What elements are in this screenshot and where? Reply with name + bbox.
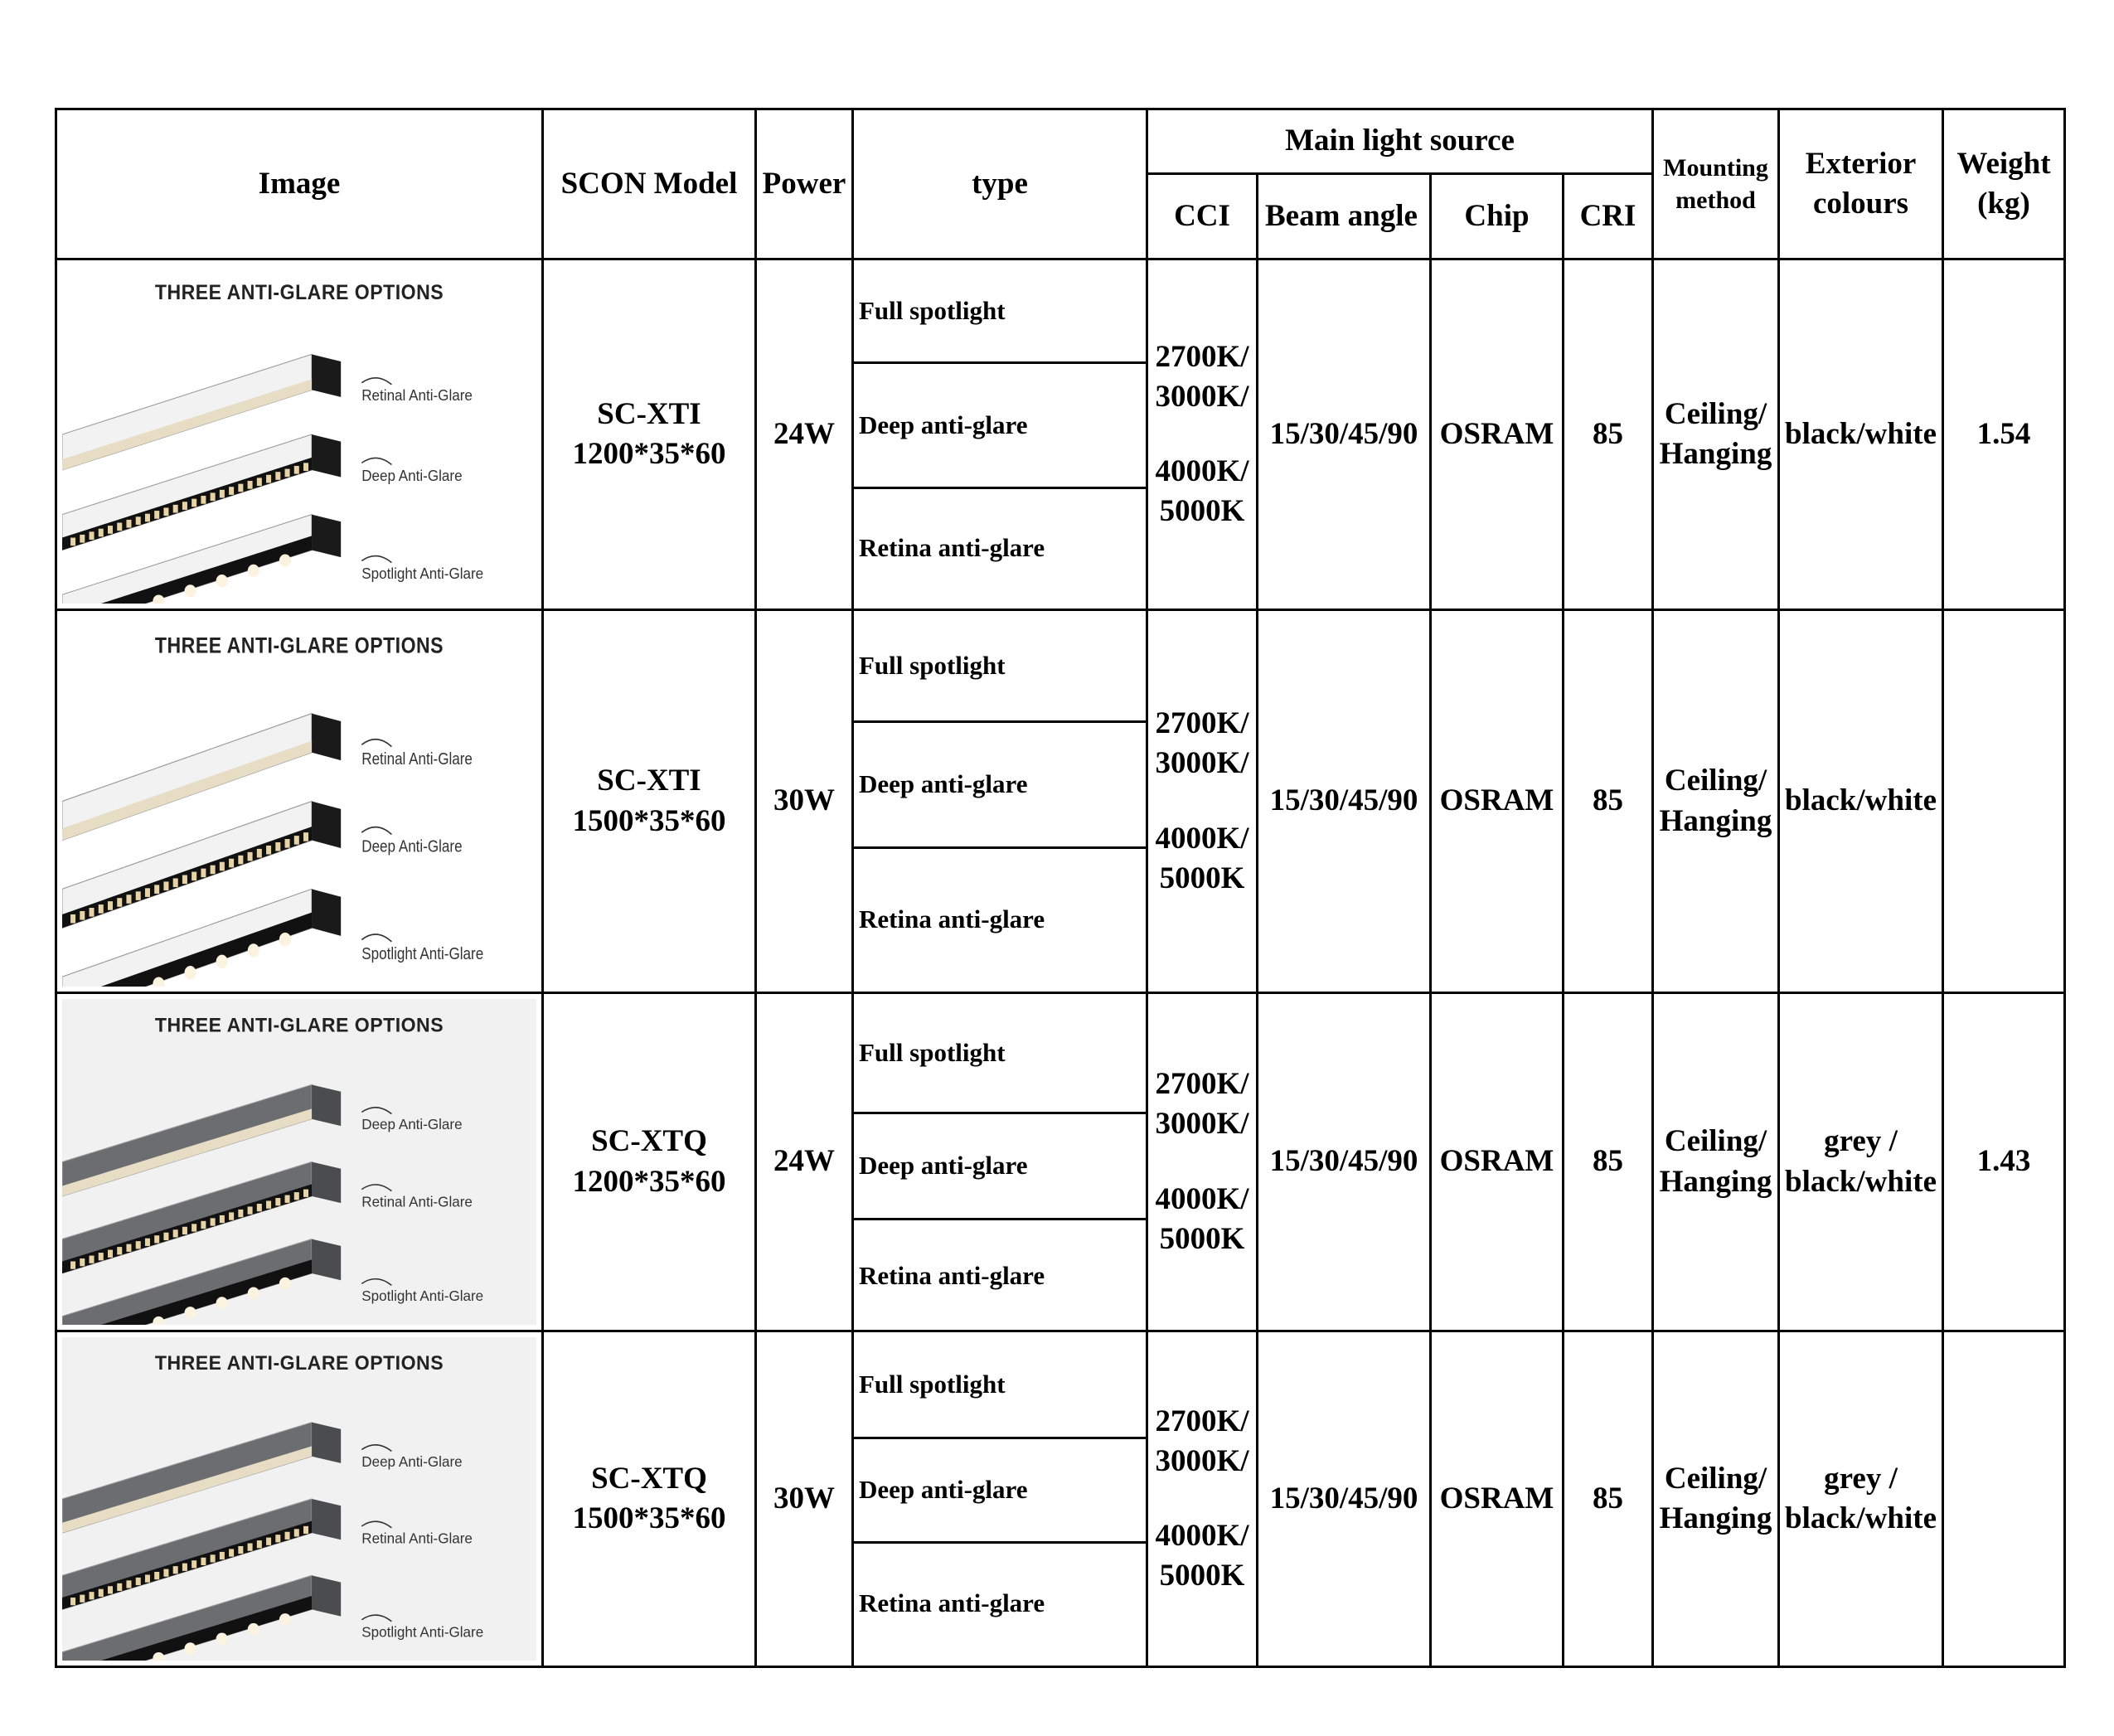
mounting-value: Hanging bbox=[1659, 803, 1772, 838]
power-cell bbox=[756, 1331, 853, 1667]
header-cri: CRI bbox=[1564, 174, 1653, 259]
option-label: Deep Anti-Glare bbox=[361, 1115, 463, 1133]
mounting-value: Ceiling/ bbox=[1664, 764, 1767, 798]
option-label: Retinal Anti-Glare bbox=[361, 1530, 473, 1547]
header-cci: CCI bbox=[1147, 174, 1258, 259]
type-list bbox=[854, 1332, 1146, 1666]
weight-value: 1.43 bbox=[1976, 1144, 2031, 1179]
beam-cell bbox=[1258, 993, 1431, 1331]
type-cell bbox=[853, 993, 1147, 1331]
cri-cell bbox=[1564, 610, 1653, 993]
cri-value: 85 bbox=[1593, 1481, 1623, 1515]
type-item: Deep anti-glare bbox=[854, 1112, 1146, 1218]
option-label: Retinal Anti-Glare bbox=[361, 386, 473, 405]
mounting-value: Ceiling/ bbox=[1664, 1461, 1767, 1496]
exterior-colour-cell bbox=[1779, 259, 1943, 610]
type-item: Retina anti-glare bbox=[854, 846, 1146, 990]
product-image bbox=[62, 999, 536, 1325]
mounting-cell bbox=[1653, 259, 1779, 610]
image-cell bbox=[56, 259, 543, 610]
chip-cell bbox=[1431, 259, 1564, 610]
model-cell bbox=[543, 259, 756, 610]
option-label: Retinal Anti-Glare bbox=[361, 749, 473, 769]
option-label: Spotlight Anti-Glare bbox=[361, 1287, 484, 1305]
header-chip: Chip bbox=[1431, 174, 1564, 259]
power-cell bbox=[756, 259, 853, 610]
type-item: Full spotlight bbox=[859, 295, 1006, 325]
weight-cell bbox=[1943, 259, 2065, 610]
model-dimensions: 1200*35*60 bbox=[572, 437, 726, 471]
beam-angle-value: 15/30/45/90 bbox=[1269, 1481, 1418, 1515]
cct-value: 3000K/ bbox=[1155, 1443, 1249, 1478]
header-main-light-source: Main light source bbox=[1147, 109, 1653, 174]
type-cell bbox=[853, 1331, 1147, 1667]
weight-value: 1.54 bbox=[1976, 416, 2031, 451]
image-title: THREE ANTI-GLARE OPTIONS bbox=[154, 1351, 444, 1375]
header-type: type bbox=[853, 109, 1147, 259]
product-image bbox=[62, 1337, 536, 1661]
cct-cell bbox=[1147, 259, 1258, 610]
model-name: SC-XTQ bbox=[591, 1461, 707, 1496]
exterior-colour-cell bbox=[1779, 993, 1943, 1331]
header-weight: Weight (kg) bbox=[1943, 109, 2065, 259]
beam-cell bbox=[1258, 259, 1431, 610]
power-value: 24W bbox=[773, 416, 835, 451]
mounting-value: Ceiling/ bbox=[1664, 396, 1767, 431]
model-cell bbox=[543, 1331, 756, 1667]
power-value: 30W bbox=[773, 1481, 835, 1515]
image-cell bbox=[56, 610, 543, 993]
type-item: Full spotlight bbox=[859, 650, 1006, 680]
header-image: Image bbox=[56, 109, 543, 259]
cri-value: 85 bbox=[1593, 1144, 1623, 1179]
mounting-cell bbox=[1653, 610, 1779, 993]
model-name: SC-XTI bbox=[597, 764, 701, 798]
type-item: Full spotlight bbox=[859, 1369, 1006, 1399]
model-dimensions: 1500*35*60 bbox=[572, 1501, 726, 1535]
type-item: Retina anti-glare bbox=[854, 1218, 1146, 1332]
model-cell bbox=[543, 993, 756, 1331]
cct-value: 2700K/ bbox=[1155, 1404, 1249, 1438]
spec-table bbox=[55, 108, 2066, 1668]
model-dimensions: 1500*35*60 bbox=[572, 803, 726, 838]
type-item: Deep anti-glare bbox=[854, 720, 1146, 846]
chip-cell bbox=[1431, 1331, 1564, 1667]
image-cell bbox=[56, 1331, 543, 1667]
mounting-cell bbox=[1653, 993, 1779, 1331]
cri-cell bbox=[1564, 1331, 1653, 1667]
mounting-value: Hanging bbox=[1659, 437, 1772, 471]
model-name: SC-XTQ bbox=[591, 1124, 707, 1159]
image-title: THREE ANTI-GLARE OPTIONS bbox=[154, 633, 444, 659]
beam-angle-value: 15/30/45/90 bbox=[1269, 416, 1418, 451]
cct-cell bbox=[1147, 610, 1258, 993]
cct-value: 2700K/ bbox=[1155, 339, 1249, 374]
cct-value: 5000K bbox=[1159, 1559, 1245, 1593]
chip-value: OSRAM bbox=[1439, 783, 1554, 818]
table-row bbox=[56, 993, 2065, 1331]
mounting-cell bbox=[1653, 1331, 1779, 1667]
option-label: Deep Anti-Glare bbox=[361, 467, 463, 484]
header-beam-angle: Beam angle bbox=[1258, 174, 1431, 259]
beam-cell bbox=[1258, 610, 1431, 993]
weight-cell bbox=[1943, 1331, 2065, 1667]
table-body bbox=[56, 259, 2065, 1667]
cct-value: 3000K/ bbox=[1155, 746, 1249, 781]
type-item: Retina anti-glare bbox=[854, 1541, 1146, 1664]
cct-value: 2700K/ bbox=[1155, 1067, 1249, 1102]
chip-cell bbox=[1431, 610, 1564, 993]
cri-cell bbox=[1564, 993, 1653, 1331]
cct-value: 4000K/ bbox=[1155, 1181, 1249, 1216]
power-cell bbox=[756, 993, 853, 1331]
table-row bbox=[56, 1331, 2065, 1667]
table-row bbox=[56, 610, 2065, 993]
power-cell bbox=[756, 610, 853, 993]
type-item: Full spotlight bbox=[859, 1037, 1006, 1067]
chip-cell bbox=[1431, 993, 1564, 1331]
exterior-colour-value: black/white bbox=[1785, 416, 1937, 451]
option-label: Deep Anti-Glare bbox=[361, 1452, 463, 1471]
header-power: Power bbox=[756, 109, 853, 259]
cct-value: 2700K/ bbox=[1155, 706, 1249, 741]
model-name: SC-XTI bbox=[597, 396, 701, 431]
exterior-colour-value: grey / bbox=[1824, 1461, 1898, 1496]
header-model: SCON Model bbox=[543, 109, 756, 259]
option-label: Spotlight Anti-Glare bbox=[361, 1623, 484, 1641]
exterior-colour-value: black/white bbox=[1785, 783, 1937, 818]
option-label: Deep Anti-Glare bbox=[361, 836, 463, 856]
type-list bbox=[854, 260, 1146, 609]
cri-value: 85 bbox=[1593, 783, 1623, 818]
header-exterior: Exterior colours bbox=[1779, 109, 1943, 259]
cct-cell bbox=[1147, 993, 1258, 1331]
exterior-colour-value: black/white bbox=[1785, 1501, 1937, 1535]
mounting-value: Hanging bbox=[1659, 1501, 1772, 1535]
chip-value: OSRAM bbox=[1439, 1144, 1554, 1179]
cct-value: 3000K/ bbox=[1155, 1107, 1249, 1142]
beam-angle-value: 15/30/45/90 bbox=[1269, 1144, 1418, 1179]
option-label: Retinal Anti-Glare bbox=[361, 1193, 473, 1210]
option-label: Spotlight Anti-Glare bbox=[361, 943, 484, 963]
power-value: 30W bbox=[773, 783, 835, 818]
cct-value: 3000K/ bbox=[1155, 379, 1249, 414]
table-row bbox=[56, 259, 2065, 610]
type-item: Deep anti-glare bbox=[854, 361, 1146, 487]
mounting-value: Hanging bbox=[1659, 1164, 1772, 1199]
cct-cell bbox=[1147, 1331, 1258, 1667]
product-image bbox=[62, 265, 536, 604]
cri-cell bbox=[1564, 259, 1653, 610]
weight-cell bbox=[1943, 993, 2065, 1331]
exterior-colour-cell bbox=[1779, 610, 1943, 993]
type-cell bbox=[853, 259, 1147, 610]
power-value: 24W bbox=[773, 1144, 835, 1179]
image-title: THREE ANTI-GLARE OPTIONS bbox=[154, 281, 444, 304]
cri-value: 85 bbox=[1593, 416, 1623, 451]
option-label: Spotlight Anti-Glare bbox=[361, 565, 484, 583]
chip-value: OSRAM bbox=[1439, 416, 1554, 451]
product-image bbox=[62, 616, 536, 987]
type-list bbox=[854, 611, 1146, 992]
chip-value: OSRAM bbox=[1439, 1481, 1554, 1515]
image-title: THREE ANTI-GLARE OPTIONS bbox=[154, 1013, 444, 1036]
exterior-colour-cell bbox=[1779, 1331, 1943, 1667]
header-mounting: Mounting method bbox=[1653, 109, 1779, 259]
cct-value: 4000K/ bbox=[1155, 454, 1249, 488]
image-cell bbox=[56, 993, 543, 1331]
type-item: Deep anti-glare bbox=[854, 1437, 1146, 1541]
header-row-top bbox=[56, 109, 2065, 174]
mounting-value: Ceiling/ bbox=[1664, 1124, 1767, 1159]
weight-cell bbox=[1943, 610, 2065, 993]
cct-value: 5000K bbox=[1159, 1221, 1245, 1256]
type-cell bbox=[853, 610, 1147, 993]
exterior-colour-value: grey / bbox=[1824, 1124, 1898, 1159]
cct-value: 5000K bbox=[1159, 861, 1245, 895]
model-cell bbox=[543, 610, 756, 993]
type-list bbox=[854, 994, 1146, 1330]
type-item: Retina anti-glare bbox=[854, 487, 1146, 607]
cct-value: 4000K/ bbox=[1155, 821, 1249, 856]
exterior-colour-value: black/white bbox=[1785, 1164, 1937, 1199]
cct-value: 4000K/ bbox=[1155, 1519, 1249, 1553]
model-dimensions: 1200*35*60 bbox=[572, 1164, 726, 1199]
beam-cell bbox=[1258, 1331, 1431, 1667]
cct-value: 5000K bbox=[1159, 494, 1245, 529]
beam-angle-value: 15/30/45/90 bbox=[1269, 783, 1418, 818]
